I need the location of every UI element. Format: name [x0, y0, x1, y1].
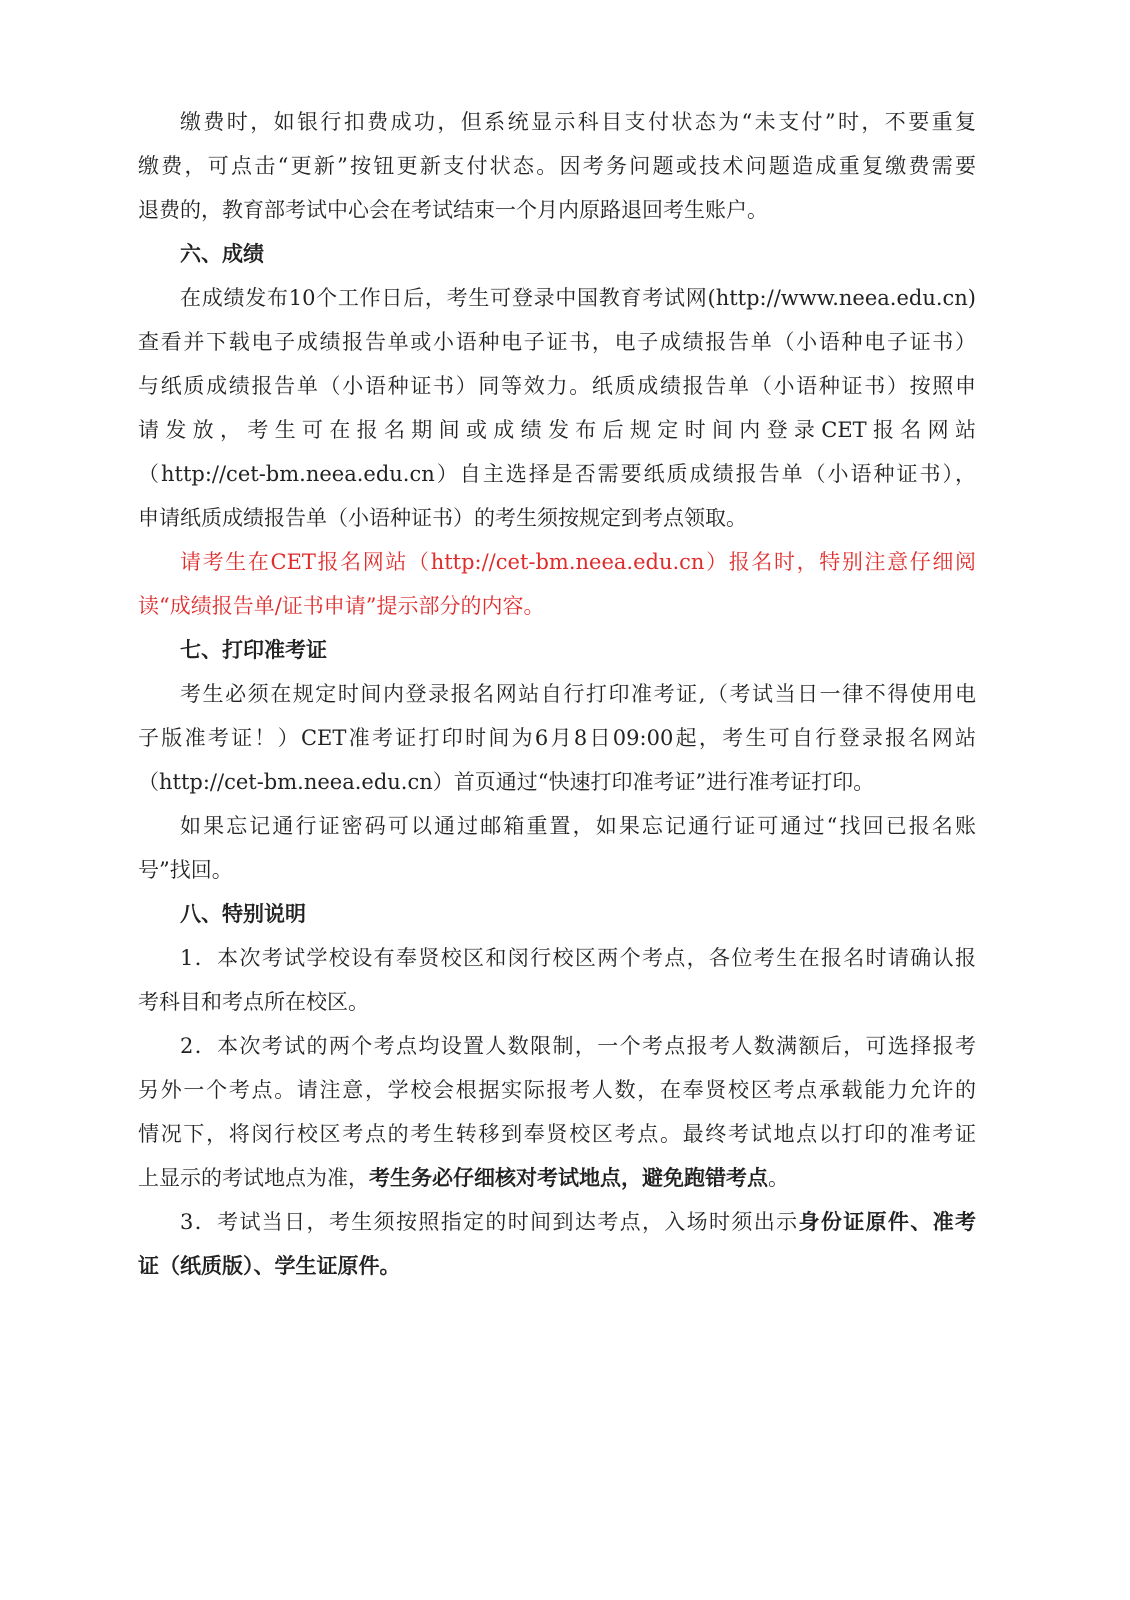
special-item-3-bold-documents: 身份证原件、准考 [798, 1209, 977, 1234]
special-item-1-line-1: 1．本次考试学校设有奉贤校区和闵行校区两个考点，各位考生在报名时请确认报 [180, 946, 976, 970]
special-item-2-end-mark: 。 [768, 1166, 789, 1190]
special-item-2-bold-warning: 考生务必仔细核对考试地点，避免跑错考点 [369, 1165, 768, 1190]
print-ticket-line-3: （http://cet-bm.neea.edu.cn）首页通过“快速打印准考证”进行准考证打印。 [138, 770, 875, 794]
print-ticket-line-1: 考生必须在规定时间内登录报名网站自行打印准考证,（考试当日一律不得使用电 [180, 682, 976, 706]
scores-paragraph-line-1: 在成绩发布10个工作日后，考生可登录中国教育考试网(http://www.neea.edu.cn) [180, 286, 976, 310]
special-item-2-plain-text: 上显示的考试地点为准， [138, 1166, 369, 1190]
scores-paragraph-line-2: 查看并下载电子成绩报告单或小语种电子证书，电子成绩报告单（小语种电子证书） [138, 330, 976, 354]
scores-paragraph-line-4: 请发放，考生可在报名期间或成绩发布后规定时间内登录CET报名网站 [138, 418, 976, 442]
password-reset-line-2: 号”找回。 [138, 858, 233, 882]
print-ticket-line-2: 子版准考证！）CET准考证打印时间为6月8日09:00起，考生可自行登录报名网站 [138, 726, 976, 750]
section-8-heading: 八、特别说明 [180, 901, 306, 926]
special-item-2-line-2: 另外一个考点。请注意，学校会根据实际报考人数，在奉贤校区考点承载能力允许的 [138, 1078, 976, 1102]
special-item-3-plain-text: 3．考试当日，考生须按照指定的时间到达考点，入场时须出示 [180, 1210, 799, 1234]
special-item-2-line-1: 2．本次考试的两个考点均设置人数限制，一个考点报考人数满额后，可选择报考 [180, 1034, 976, 1058]
special-item-2-line-4 [138, 1156, 976, 1200]
scores-notice-line-1: 请考生在CET报名网站（http://cet-bm.neea.edu.cn）报名时，特别注意仔细阅 [180, 550, 976, 574]
scores-paragraph-line-6: 申请纸质成绩报告单（小语种证书）的考生须按规定到考点领取。 [138, 506, 747, 530]
special-item-2-line-3: 情况下，将闵行校区考点的考生转移到奉贤校区考点。最终考试地点以打印的准考证 [138, 1122, 976, 1146]
fee-paragraph-line-2: 缴费，可点击“更新”按钮更新支付状态。因考务问题或技术问题造成重复缴费需要 [138, 154, 976, 178]
fee-paragraph-line-3: 退费的，教育部考试中心会在考试结束一个月内原路退回考生账户。 [138, 198, 768, 222]
document-page [138, 100, 976, 1288]
special-item-3-line-1 [138, 1200, 976, 1244]
scores-paragraph-line-3: 与纸质成绩报告单（小语种证书）同等效力。纸质成绩报告单（小语种证书）按照申 [138, 374, 976, 398]
special-item-1-line-2: 考科目和考点所在校区。 [138, 990, 369, 1014]
fee-paragraph-line-1: 缴费时，如银行扣费成功，但系统显示科目支付状态为“未支付”时，不要重复 [180, 110, 976, 134]
scores-paragraph-line-5: （http://cet-bm.neea.edu.cn）自主选择是否需要纸质成绩报告单（小语种证书）， [138, 462, 976, 486]
password-reset-line-1: 如果忘记通行证密码可以通过邮箱重置，如果忘记通行证可通过“找回已报名账 [180, 814, 976, 838]
special-item-3-line-2: 证（纸质版）、学生证原件。 [138, 1253, 401, 1278]
scores-notice-line-2: 读“成绩报告单/证书申请”提示部分的内容。 [138, 594, 545, 618]
section-6-heading: 六、成绩 [180, 241, 264, 266]
section-7-heading: 七、打印准考证 [180, 637, 327, 662]
